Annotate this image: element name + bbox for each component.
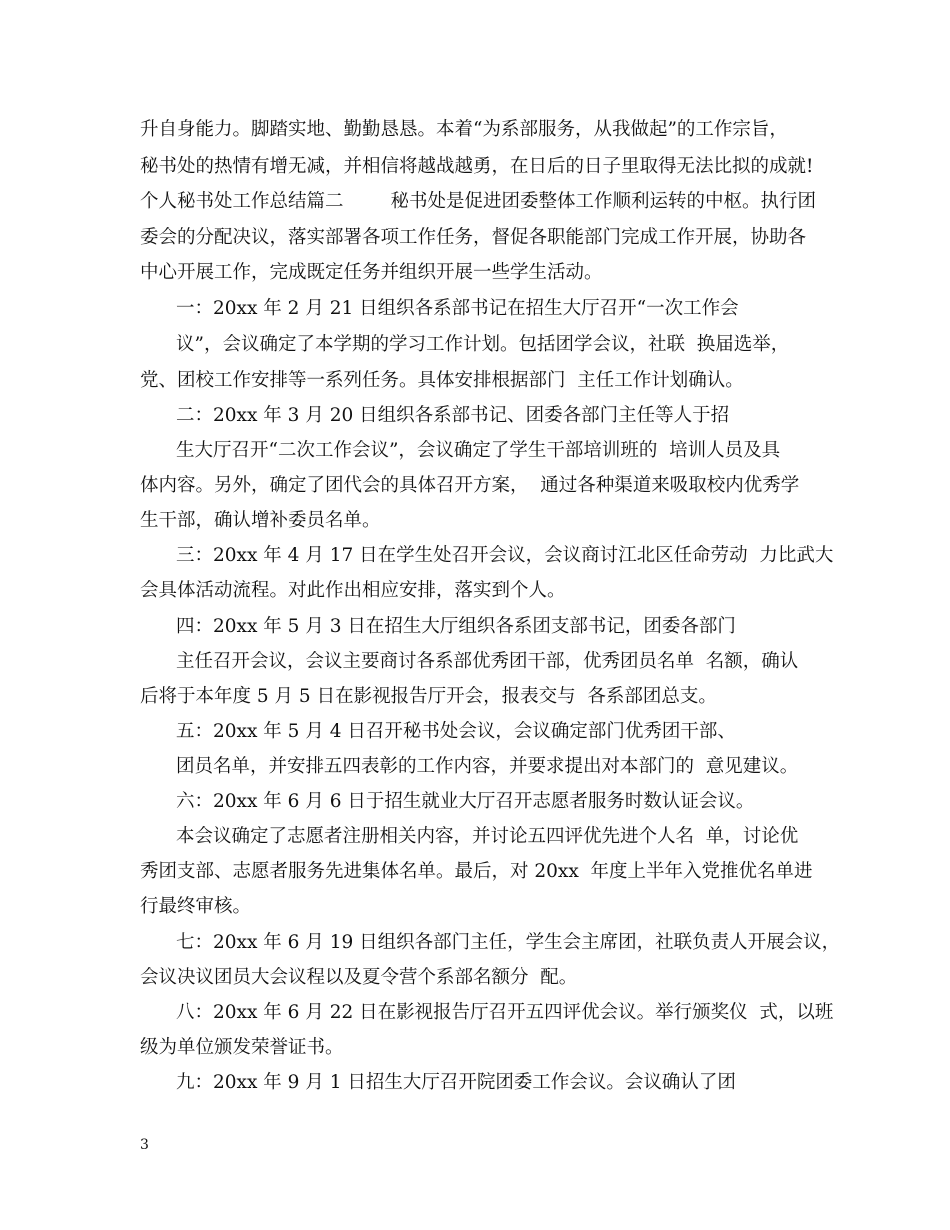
- text-line: 九：20xx 年 9 月 1 日招生大厅召开院团委工作会议。会议确认了团: [176, 1072, 736, 1093]
- text-line: 七：20xx 年 6 月 19 日组织各部门主任，学生会主席团，社联负责人开展会议，: [176, 932, 841, 953]
- text-line: 体内容。另外，确定了团代会的具体召开方案， 通过各种渠道来吸取校内优秀学: [140, 475, 800, 496]
- text-line: 二：20xx 年 3 月 20 日组织各系部书记、团委各部门主任等人于招: [176, 405, 730, 426]
- text-line: 五：20xx 年 5 月 4 日召开秘书处会议，会议确定部门优秀团干部、: [176, 721, 736, 742]
- text-line: 升自身能力。脚踏实地、勤勤恳恳。本着“为系部服务，从我做起”的工作宗旨，: [140, 119, 788, 140]
- text-line: 行最终审核。: [140, 896, 252, 917]
- text-line: 党、团校工作安排等一系列任务。具体安排根据部门 主任工作计划确认。: [140, 370, 744, 391]
- text-line: 三：20xx 年 4 月 17 日在学生处召开会议，会议商讨江北区任命劳动 力比武大: [176, 545, 834, 566]
- text-line: 秘书处的热情有增无减，并相信将越战越勇，在日后的日子里取得无法比拟的成就!: [140, 156, 814, 177]
- text-line: 本会议确定了志愿者注册相关内容，并讨论五四评优先进个人名 单，讨论优: [176, 826, 799, 847]
- text-line: 八：20xx 年 6 月 22 日在影视报告厅召开五四评优会议。举行颁奖仪 式，以班: [176, 1002, 834, 1023]
- text-line: 主任召开会议，会议主要商讨各系部优秀团干部，优秀团员名单 名额，确认: [176, 651, 799, 672]
- text-line: 一：20xx 年 2 月 21 日组织各系部书记在招生大厅召开“一次工作会: [176, 298, 739, 319]
- text-line: 议”，会议确定了本学期的学习工作计划。包括团学会议，社联 换届选举，: [176, 334, 790, 355]
- page-number: 3: [140, 1137, 149, 1153]
- text-line: 生干部，确认增补委员名单。: [140, 510, 381, 531]
- text-line: 委会的分配决议，落实部署各项工作任务，督促各职能部门完成工作开展，协助各: [140, 227, 807, 248]
- text-line: 会议决议团员大会议程以及夏令营个系部名额分 配。: [140, 967, 578, 988]
- text-line: 中心开展工作，完成既定任务并组织开展一些学生活动。: [140, 262, 603, 283]
- text-line: 级为单位颁发荣誉证书。: [140, 1037, 344, 1058]
- text-line: 后将于本年度 5 月 5 日在影视报告厅开会，报表交与 各系部团总支。: [140, 686, 717, 707]
- text-line: 四：20xx 年 5 月 3 日在招生大厅组织各系团支部书记，团委各部门: [176, 616, 736, 637]
- text-line: 六：20xx 年 6 月 6 日于招生就业大厅召开志愿者服务时数认证会议。: [176, 791, 755, 812]
- text-line: 个人秘书处工作总结篇二 秘书处是促进团委整体工作顺利运转的中枢。执行团: [140, 191, 817, 212]
- text-line: 生大厅召开“二次工作会议”，会议确定了学生干部培训班的 培训人员及具: [176, 440, 781, 461]
- text-line: 会具体活动流程。对此作出相应安排，落实到个人。: [140, 580, 566, 601]
- text-line: 秀团支部、志愿者服务先进集体名单。最后，对 20xx 年度上半年入党推优名单进: [140, 861, 813, 882]
- text-line: 团员名单，并安排五四表彰的工作内容，并要求提出对本部门的 意见建议。: [176, 756, 799, 777]
